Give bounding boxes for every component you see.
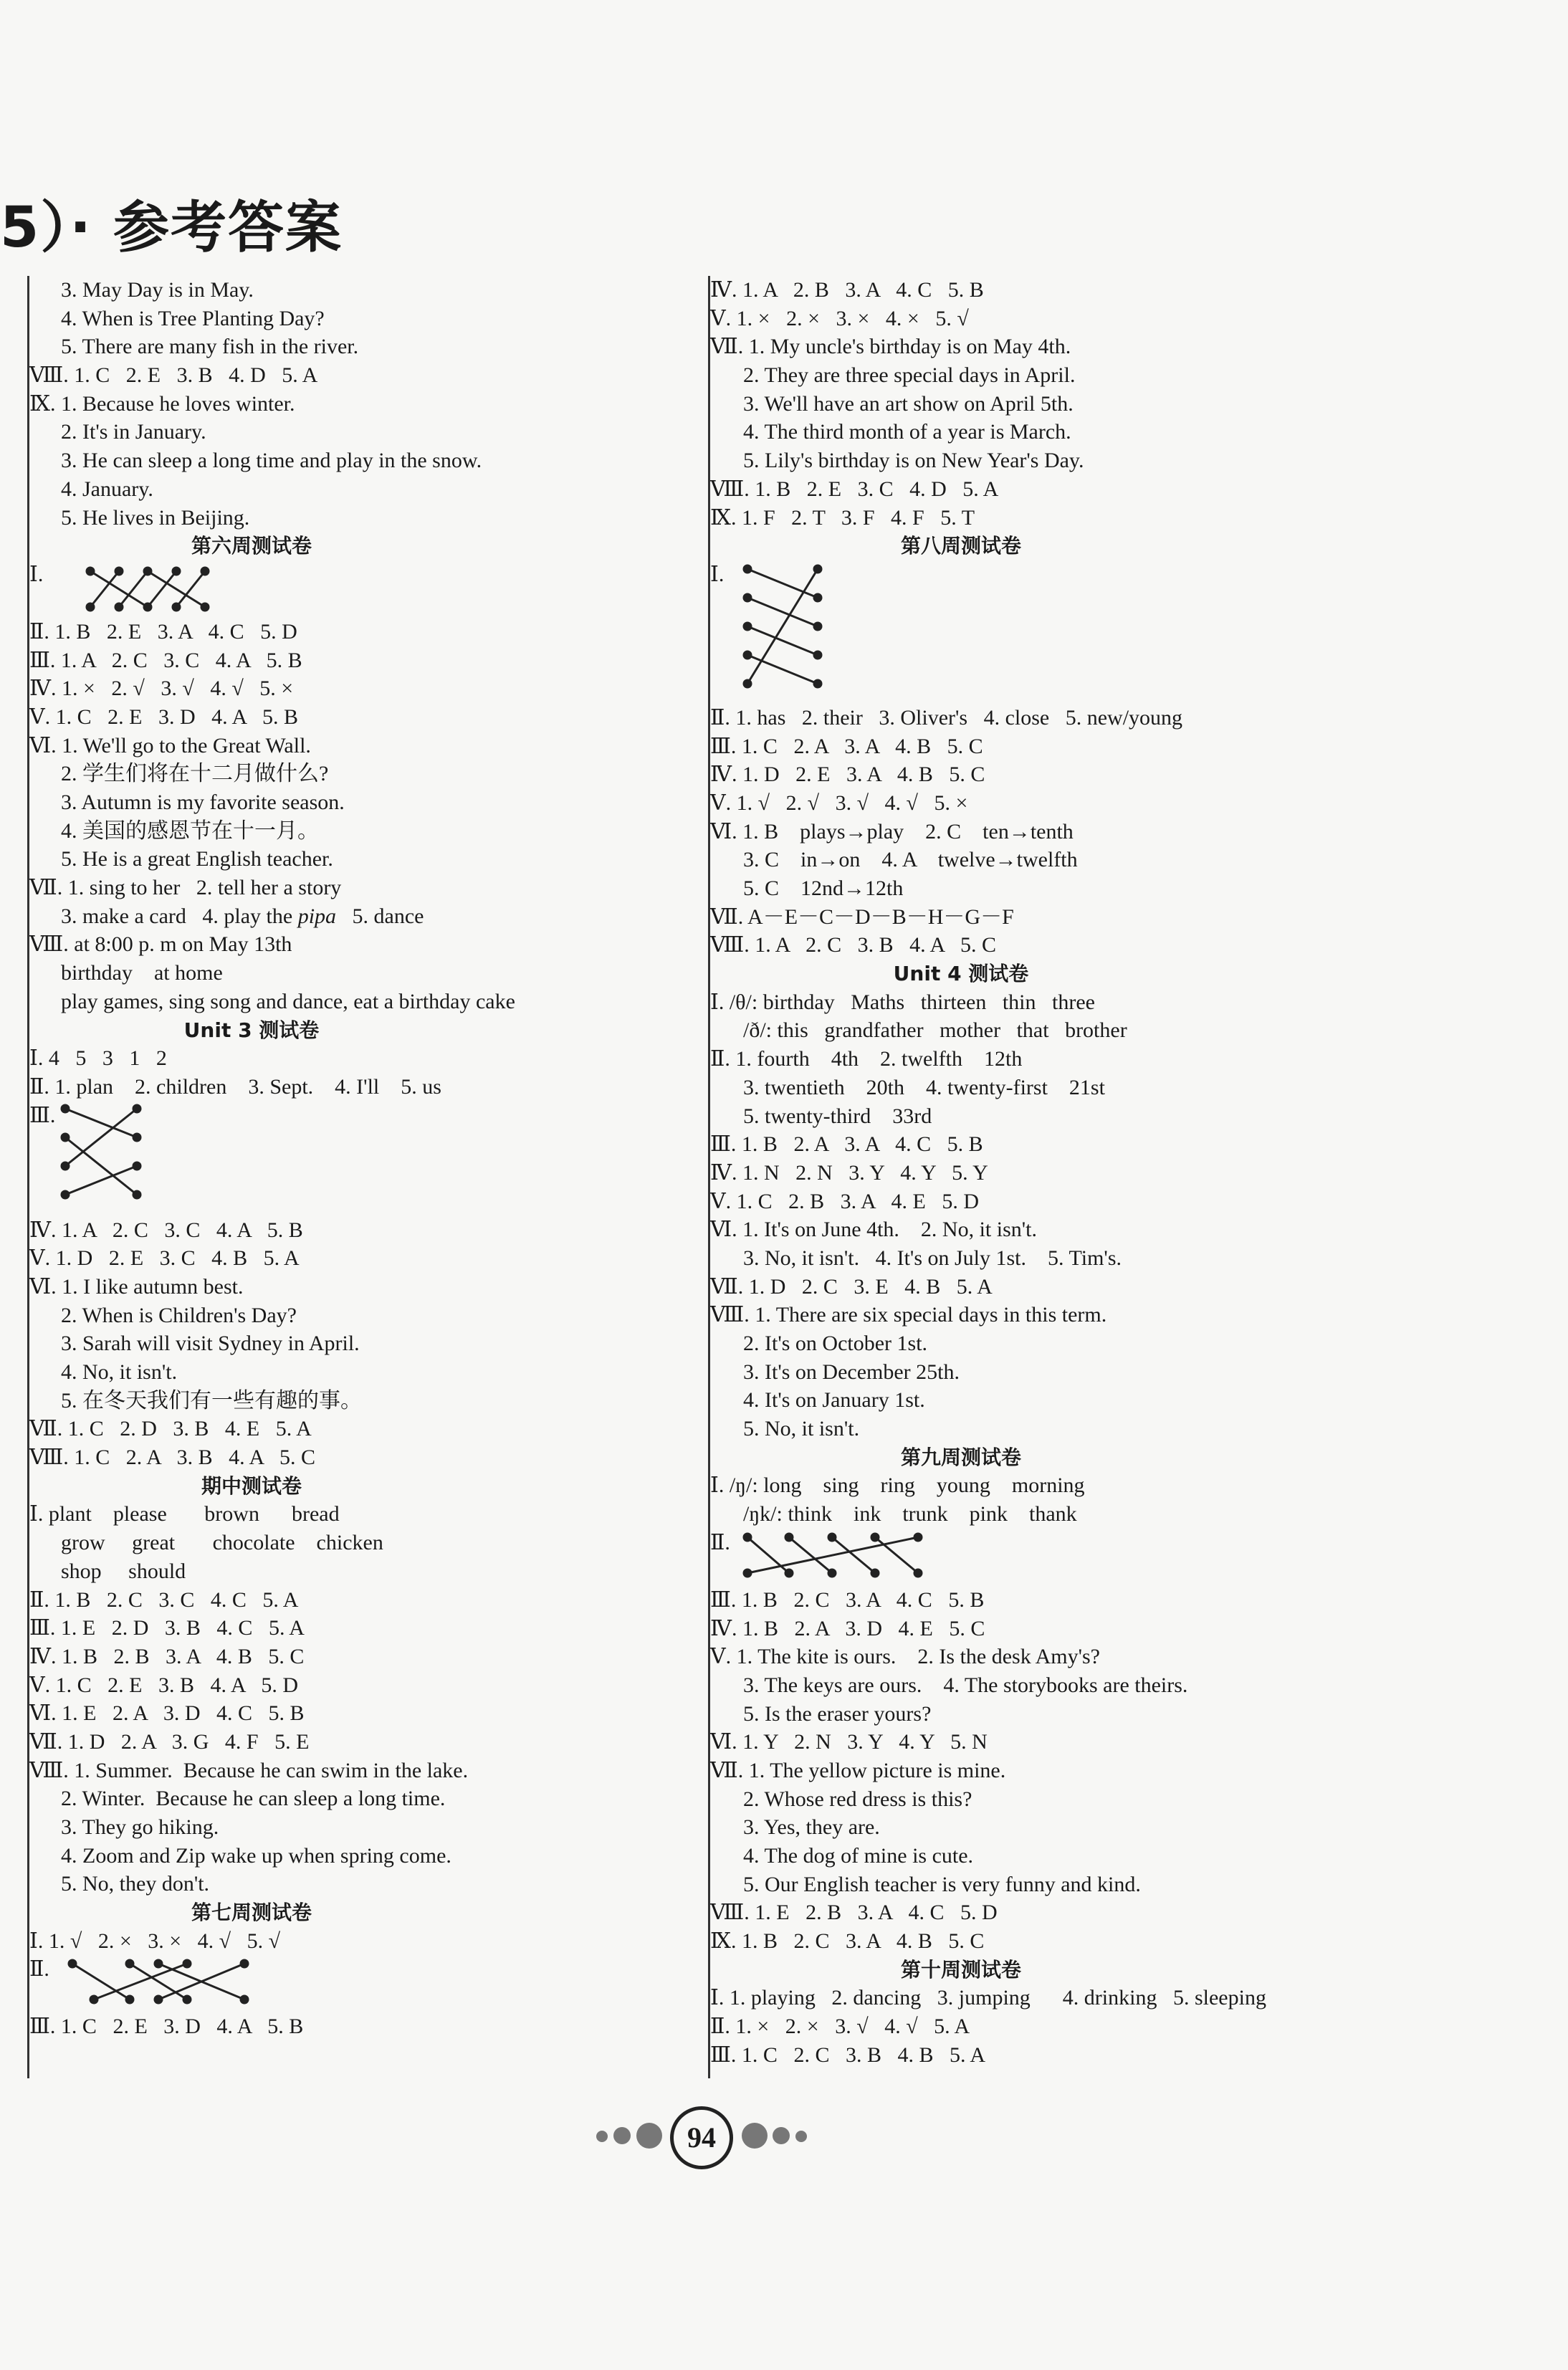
answer-line: 4. The dog of mine is cute.	[743, 1844, 974, 1868]
answer-line: 5. He is a great English teacher.	[61, 847, 333, 871]
answer-line: Ⅷ. 1. A 2. C 3. B 4. A 5. C	[710, 933, 996, 957]
answer-line	[29, 902, 689, 931]
decorative-dot	[773, 2127, 790, 2144]
answer-line: Ⅲ. 1. B 2. C 3. A 4. C 5. B	[710, 1587, 985, 1612]
answer-line: Ⅴ. 1. C 2. B 3. A 4. E 5. D	[710, 1189, 980, 1213]
section-label: Ⅲ.	[29, 1103, 56, 1127]
answer-line: Ⅶ. 1. sing to her 2. tell her a story	[29, 876, 342, 900]
answer-line: Ⅰ. plant please brown bread	[29, 1502, 340, 1526]
answer-line: 5. twenty-third 33rd	[743, 1104, 932, 1128]
answer-line: Ⅲ. 1. C 2. C 3. B 4. B 5. A	[710, 2042, 985, 2067]
answer-line: grow great chocolate chicken	[61, 1531, 383, 1555]
answer-line: Ⅵ. 1. It's on June 4th. 2. No, it isn't.	[710, 1218, 1037, 1242]
answer-line: Ⅸ. 1. F 2. T 3. F 4. F 5. T	[710, 505, 975, 530]
answer-line: Ⅷ. 1. C 2. A 3. B 4. A 5. C	[29, 1446, 315, 1470]
answer-line: Ⅲ. 1. B 2. A 3. A 4. C 5. B	[710, 1132, 983, 1157]
answer-line: Ⅱ. 1. plan 2. children 3. Sept. 4. I'll 5. us	[29, 1074, 441, 1099]
answer-line: shop should	[61, 1559, 186, 1583]
answer-line: Ⅶ. 1. D 2. A 3. G 4. F 5. E	[29, 1729, 310, 1754]
decorative-dot	[613, 2127, 631, 2144]
matching-diagram-unit3	[29, 1102, 689, 1216]
answer-line: Ⅷ. 1. B 2. E 3. C 4. D 5. A	[710, 477, 999, 501]
answer-line: /ŋk/: think ink trunk pink thank	[743, 1502, 1077, 1526]
answer-line: 2. It's on October 1st.	[743, 1332, 928, 1355]
answer-text: 3. make a card 4. play the	[61, 904, 298, 928]
matching-diagram-week6	[29, 560, 689, 618]
section-heading-midterm: 期中测试卷	[201, 1473, 302, 1498]
answer-line: 5. He lives in Beijing.	[61, 505, 250, 530]
section-heading-unit4: Unit 4 测试卷	[893, 962, 1029, 986]
matching-diagram-week7	[29, 1955, 689, 2012]
answer-line: Ⅱ. 1. fourth 4th 2. twelfth 12th	[710, 1047, 1023, 1071]
answer-text: 5. dance	[336, 904, 424, 928]
section-heading-week8: 第八周测试卷	[900, 534, 1021, 558]
answer-line: 3. No, it isn't. 4. It's on July 1st. 5. Tim's.	[743, 1246, 1122, 1270]
answer-line: Ⅳ. 1. × 2. √ 3. √ 4. √ 5. ×	[29, 677, 294, 701]
answer-line: Ⅲ. 1. C 2. A 3. A 4. B 5. C	[710, 734, 983, 758]
answer-line: 2. Winter. Because he can sleep a long time.	[61, 1787, 446, 1811]
answer-line: 3. They go hiking.	[61, 1815, 219, 1839]
decorative-dot	[636, 2123, 662, 2149]
decorative-dot	[742, 2123, 768, 2149]
matching-lines	[29, 1102, 173, 1216]
matching-lines	[710, 1529, 997, 1586]
matching-lines	[29, 560, 316, 618]
answer-line: 4. 美国的感恩节在十一月。	[61, 818, 319, 843]
answer-line: Ⅵ. 1. Y 2. N 3. Y 4. Y 5. N	[710, 1730, 988, 1754]
answer-column-left	[27, 276, 689, 2078]
answer-line: Ⅰ. /θ/: birthday Maths thirteen thin three	[710, 990, 1095, 1014]
section-label: Ⅰ.	[710, 562, 725, 586]
answer-line: Ⅷ. 1. E 2. B 3. A 4. C 5. D	[710, 1901, 998, 1925]
section-label: Ⅱ.	[29, 1957, 49, 1982]
answer-line: 2. It's in January.	[61, 420, 206, 444]
answer-line: Ⅱ. 1. B 2. C 3. C 4. C 5. A	[29, 1587, 299, 1612]
answer-line: Ⅲ. 1. E 2. D 3. B 4. C 5. A	[29, 1616, 305, 1640]
answer-line: 4. January.	[61, 477, 153, 501]
answer-line: /ð/: this grandfather mother that brother	[743, 1018, 1127, 1043]
answer-line: Ⅵ. 1. E 2. A 3. D 4. C 5. B	[29, 1701, 305, 1726]
matching-diagram-week8	[710, 560, 1549, 704]
answer-line: Ⅳ. 1. B 2. A 3. D 4. E 5. C	[710, 1616, 985, 1640]
answer-line: 3. It's on December 25th.	[743, 1360, 960, 1384]
answer-line: Ⅴ. 1. √ 2. √ 3. √ 4. √ 5. ×	[710, 790, 968, 815]
answer-line: Ⅸ. 1. B 2. C 3. A 4. B 5. C	[710, 1929, 985, 1954]
section-heading-week9: 第九周测试卷	[900, 1445, 1021, 1469]
answer-line: 3. twentieth 20th 4. twenty-first 21st	[743, 1075, 1105, 1099]
answer-line: Ⅴ. 1. C 2. E 3. B 4. A 5. D	[29, 1673, 299, 1697]
answer-line: Ⅵ. 1. We'll go to the Great Wall.	[29, 733, 311, 758]
answer-line: Ⅶ. A－E－C－D－B－H－G－F	[710, 904, 1014, 929]
answer-line: 3. Sarah will visit Sydney in April.	[61, 1332, 360, 1356]
answer-text-italic: pipa	[297, 904, 337, 928]
answer-line: 3. We'll have an art show on April 5th.	[743, 391, 1074, 416]
matching-diagram-week9	[710, 1529, 1549, 1586]
answer-line: 4. It's on January 1st.	[743, 1388, 925, 1413]
section-heading-week6: 第六周测试卷	[191, 534, 312, 558]
answer-line: Ⅵ. 1. I like autumn best.	[29, 1274, 244, 1299]
answer-line: 5. Lily's birthday is on New Year's Day.	[743, 449, 1084, 473]
answer-line: Ⅷ. 1. C 2. E 3. B 4. D 5. A	[29, 363, 318, 388]
answer-column-right	[708, 276, 1549, 2078]
answer-line: Ⅳ. 1. A 2. C 3. C 4. A 5. B	[29, 1218, 303, 1242]
answer-line: 3. Autumn is my favorite season.	[61, 790, 345, 814]
page-number: 94	[670, 2106, 733, 2169]
answer-line: Ⅶ. 1. The yellow picture is mine.	[710, 1758, 1006, 1782]
answer-line: 3. The keys are ours. 4. The storybooks are theirs.	[743, 1673, 1188, 1697]
answer-line: 5. Our English teacher is very funny and kind.	[743, 1872, 1141, 1896]
answer-line: 5. Is the eraser yours?	[743, 1701, 932, 1726]
answer-line: Ⅶ. 1. D 2. C 3. E 4. B 5. A	[710, 1274, 993, 1299]
answer-line: Ⅲ. 1. A 2. C 3. C 4. A 5. B	[29, 648, 302, 672]
answer-line: Ⅴ. 1. The kite is ours. 2. Is the desk Amy's?	[710, 1645, 1100, 1669]
answer-line: Ⅱ. 1. B 2. E 3. A 4. C 5. D	[29, 619, 297, 644]
answer-line: Ⅱ. 1. has 2. their 3. Oliver's 4. close 5. new/young	[710, 705, 1183, 730]
answer-line: Ⅳ. 1. D 2. E 3. A 4. B 5. C	[710, 763, 985, 787]
answer-line: Ⅴ. 1. × 2. × 3. × 4. × 5. √	[710, 306, 969, 330]
section-label: Ⅱ.	[710, 1530, 730, 1554]
answer-line: 4. The third month of a year is March.	[743, 420, 1071, 444]
answer-line: Ⅳ. 1. B 2. B 3. A 4. B 5. C	[29, 1644, 305, 1668]
answer-line: 4. When is Tree Planting Day?	[61, 306, 325, 330]
answer-line: Ⅰ. /ŋ/: long sing ring young morning	[710, 1473, 1085, 1498]
answer-line: Ⅵ. 1. B plays→play 2. C ten→tenth	[710, 819, 1074, 844]
answer-line: Ⅲ. 1. C 2. E 3. D 4. A 5. B	[29, 2015, 304, 2039]
answer-line: 5. C 12nd→12th	[743, 876, 904, 900]
section-label: Ⅰ.	[29, 562, 44, 586]
page-title: 5）· 参考答案	[0, 196, 343, 260]
matching-lines	[710, 560, 854, 704]
answer-line: play games, sing song and dance, eat a birthday cake	[61, 989, 515, 1013]
answer-line: 4. Zoom and Zip wake up when spring come.	[61, 1843, 451, 1868]
answer-line: 5. No, it isn't.	[743, 1417, 860, 1441]
answer-line: 5. No, they don't.	[61, 1872, 210, 1896]
answer-line: 2. When is Children's Day?	[61, 1303, 297, 1327]
answer-line: Ⅸ. 1. Because he loves winter.	[29, 391, 295, 416]
answer-line: 3. Yes, they are.	[743, 1815, 880, 1840]
section-heading-week7: 第七周测试卷	[191, 1901, 312, 1925]
answer-line: Ⅳ. 1. A 2. B 3. A 4. C 5. B	[710, 278, 984, 302]
answer-line: 2. Whose red dress is this?	[743, 1787, 972, 1811]
answer-line: birthday at home	[61, 961, 223, 985]
answer-line: 5. 在冬天我们有一些有趣的事。	[61, 1388, 362, 1413]
matching-lines	[29, 1955, 316, 2012]
answer-line: Ⅴ. 1. D 2. E 3. C 4. B 5. A	[29, 1246, 300, 1271]
answer-line: Ⅷ. 1. Summer. Because he can swim in the lake.	[29, 1758, 469, 1782]
answer-line: Ⅳ. 1. N 2. N 3. Y 4. Y 5. Y	[710, 1160, 988, 1185]
answer-line: 5. There are many fish in the river.	[61, 335, 359, 359]
section-heading-unit3: Unit 3 测试卷	[183, 1018, 320, 1042]
answer-line: Ⅰ. 4 5 3 1 2	[29, 1046, 167, 1071]
answer-line: Ⅷ. at 8:00 p. m on May 13th	[29, 932, 292, 957]
answer-line: 2. 学生们将在十二月做什么?	[61, 762, 329, 786]
decorative-dot	[596, 2131, 608, 2142]
answer-line: Ⅴ. 1. C 2. E 3. D 4. A 5. B	[29, 704, 299, 729]
answer-line: 2. They are three special days in April.	[743, 363, 1076, 388]
answer-line: 3. C in→on 4. A twelve→twelfth	[743, 848, 1078, 872]
answer-line: 4. No, it isn't.	[61, 1360, 178, 1384]
decorative-dot	[795, 2131, 807, 2142]
page-footer	[588, 2103, 946, 2168]
answer-line: Ⅶ. 1. My uncle's birthday is on May 4th.	[710, 335, 1071, 359]
answer-line: 3. He can sleep a long time and play in the snow.	[61, 449, 482, 473]
answer-line: Ⅱ. 1. × 2. × 3. √ 4. √ 5. A	[710, 2015, 970, 2039]
answer-line: Ⅷ. 1. There are six special days in this term.	[710, 1303, 1107, 1327]
section-heading-week10: 第十周测试卷	[900, 1957, 1021, 1982]
answer-line: Ⅰ. 1. playing 2. dancing 3. jumping 4. drinking 5. sleeping	[710, 1986, 1266, 2010]
answer-line: 3. May Day is in May.	[61, 278, 254, 302]
answer-line: Ⅶ. 1. C 2. D 3. B 4. E 5. A	[29, 1417, 312, 1441]
answer-line: Ⅰ. 1. √ 2. × 3. × 4. √ 5. √	[29, 1929, 281, 1953]
